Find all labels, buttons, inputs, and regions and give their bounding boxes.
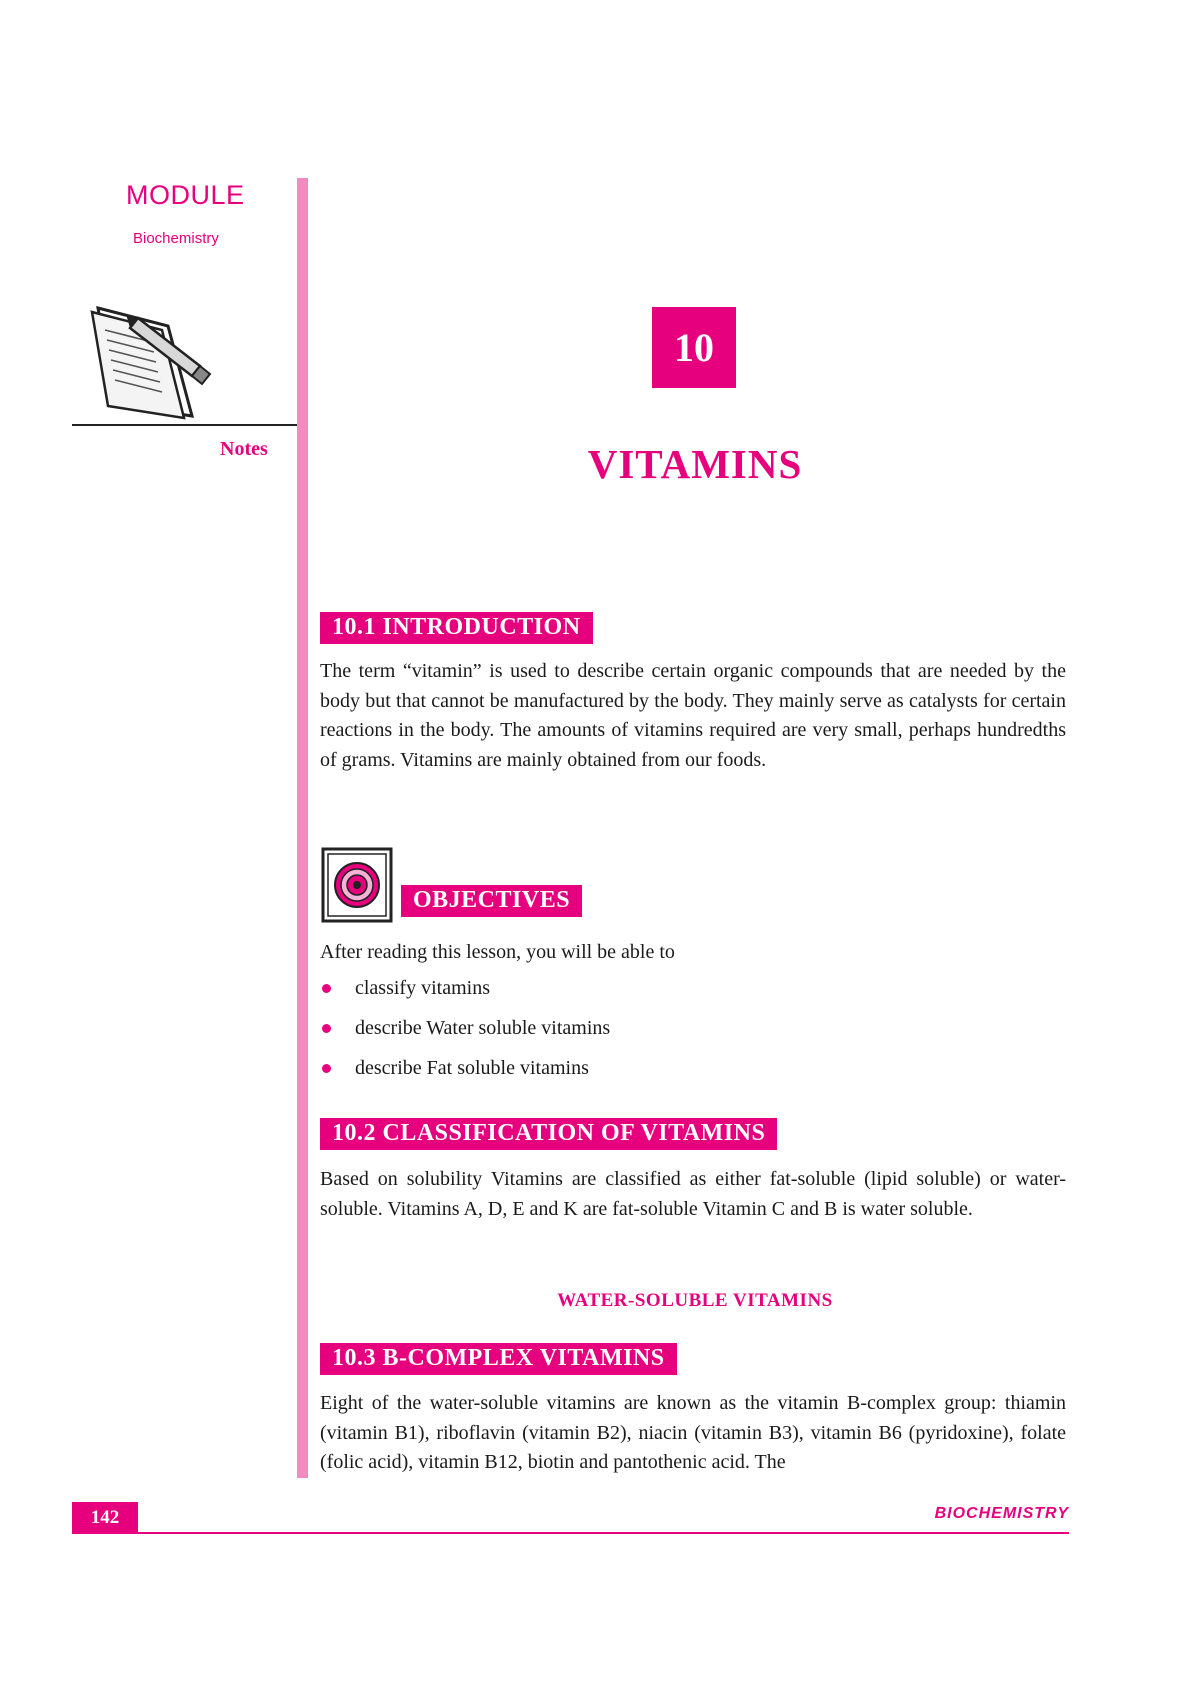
water-soluble-subheading: WATER-SOLUBLE VITAMINS — [557, 1290, 833, 1311]
section-heading-objectives: OBJECTIVES — [401, 885, 582, 917]
bullet-dot-icon — [322, 984, 331, 993]
list-item: describe Water soluble vitamins — [320, 1008, 610, 1048]
notes-divider — [72, 424, 302, 426]
bullet-dot-icon — [322, 1064, 331, 1073]
margin-sidebar-bar — [297, 178, 308, 1478]
section-heading-introduction: 10.1 INTRODUCTION — [320, 612, 593, 644]
objectives-list — [320, 968, 610, 1088]
section-heading-classification: 10.2 CLASSIFICATION OF VITAMINS — [320, 1118, 777, 1150]
footer-book-title: BIOCHEMISTRY — [934, 1505, 1069, 1522]
chapter-title: VITAMINS — [587, 441, 803, 487]
notes-label: Notes — [220, 438, 268, 460]
b-complex-paragraph: Eight of the water-soluble vitamins are known as the vitamin B-complex group: thiamin (vitamin B1), riboflavin (vitamin B2), niacin (vitamin B3), vitamin B6 (pyridoxine), folate (folic acid), vitamin B12, biotin and pantothenic acid. The — [320, 1392, 1066, 1473]
classification-paragraph: Based on solubility Vitamins are classified as either fat-soluble (lipid soluble) or water-soluble. Vitamins A, D, E and K are fat-soluble Vitamin C and B is water soluble. — [320, 1168, 1066, 1220]
objectives-target-icon — [321, 847, 393, 923]
page-number: 142 — [72, 1502, 138, 1534]
module-label: MODULE — [126, 180, 245, 210]
introduction-paragraph: The term “vitamin” is used to describe certain organic compounds that are needed by the body but that cannot be manufactured by the body. They mainly serve as catalysts for certain reactions in the body. The amounts of vitamins required are very small, perhaps hundredths of grams. Vitamins are mainly obtained from our foods. — [320, 660, 1066, 771]
list-item: classify vitamins — [320, 968, 610, 1008]
footer-rule — [72, 1532, 1069, 1534]
list-item: describe Fat soluble vitamins — [320, 1048, 610, 1088]
notepad-pencil-icon — [72, 300, 222, 430]
bullet-dot-icon — [322, 1024, 331, 1033]
chapter-number: 10 — [652, 307, 736, 388]
objectives-lead: After reading this lesson, you will be able to — [320, 941, 675, 963]
section-heading-b-complex: 10.3 B-COMPLEX VITAMINS — [320, 1343, 677, 1375]
module-subject: Biochemistry — [133, 230, 219, 247]
